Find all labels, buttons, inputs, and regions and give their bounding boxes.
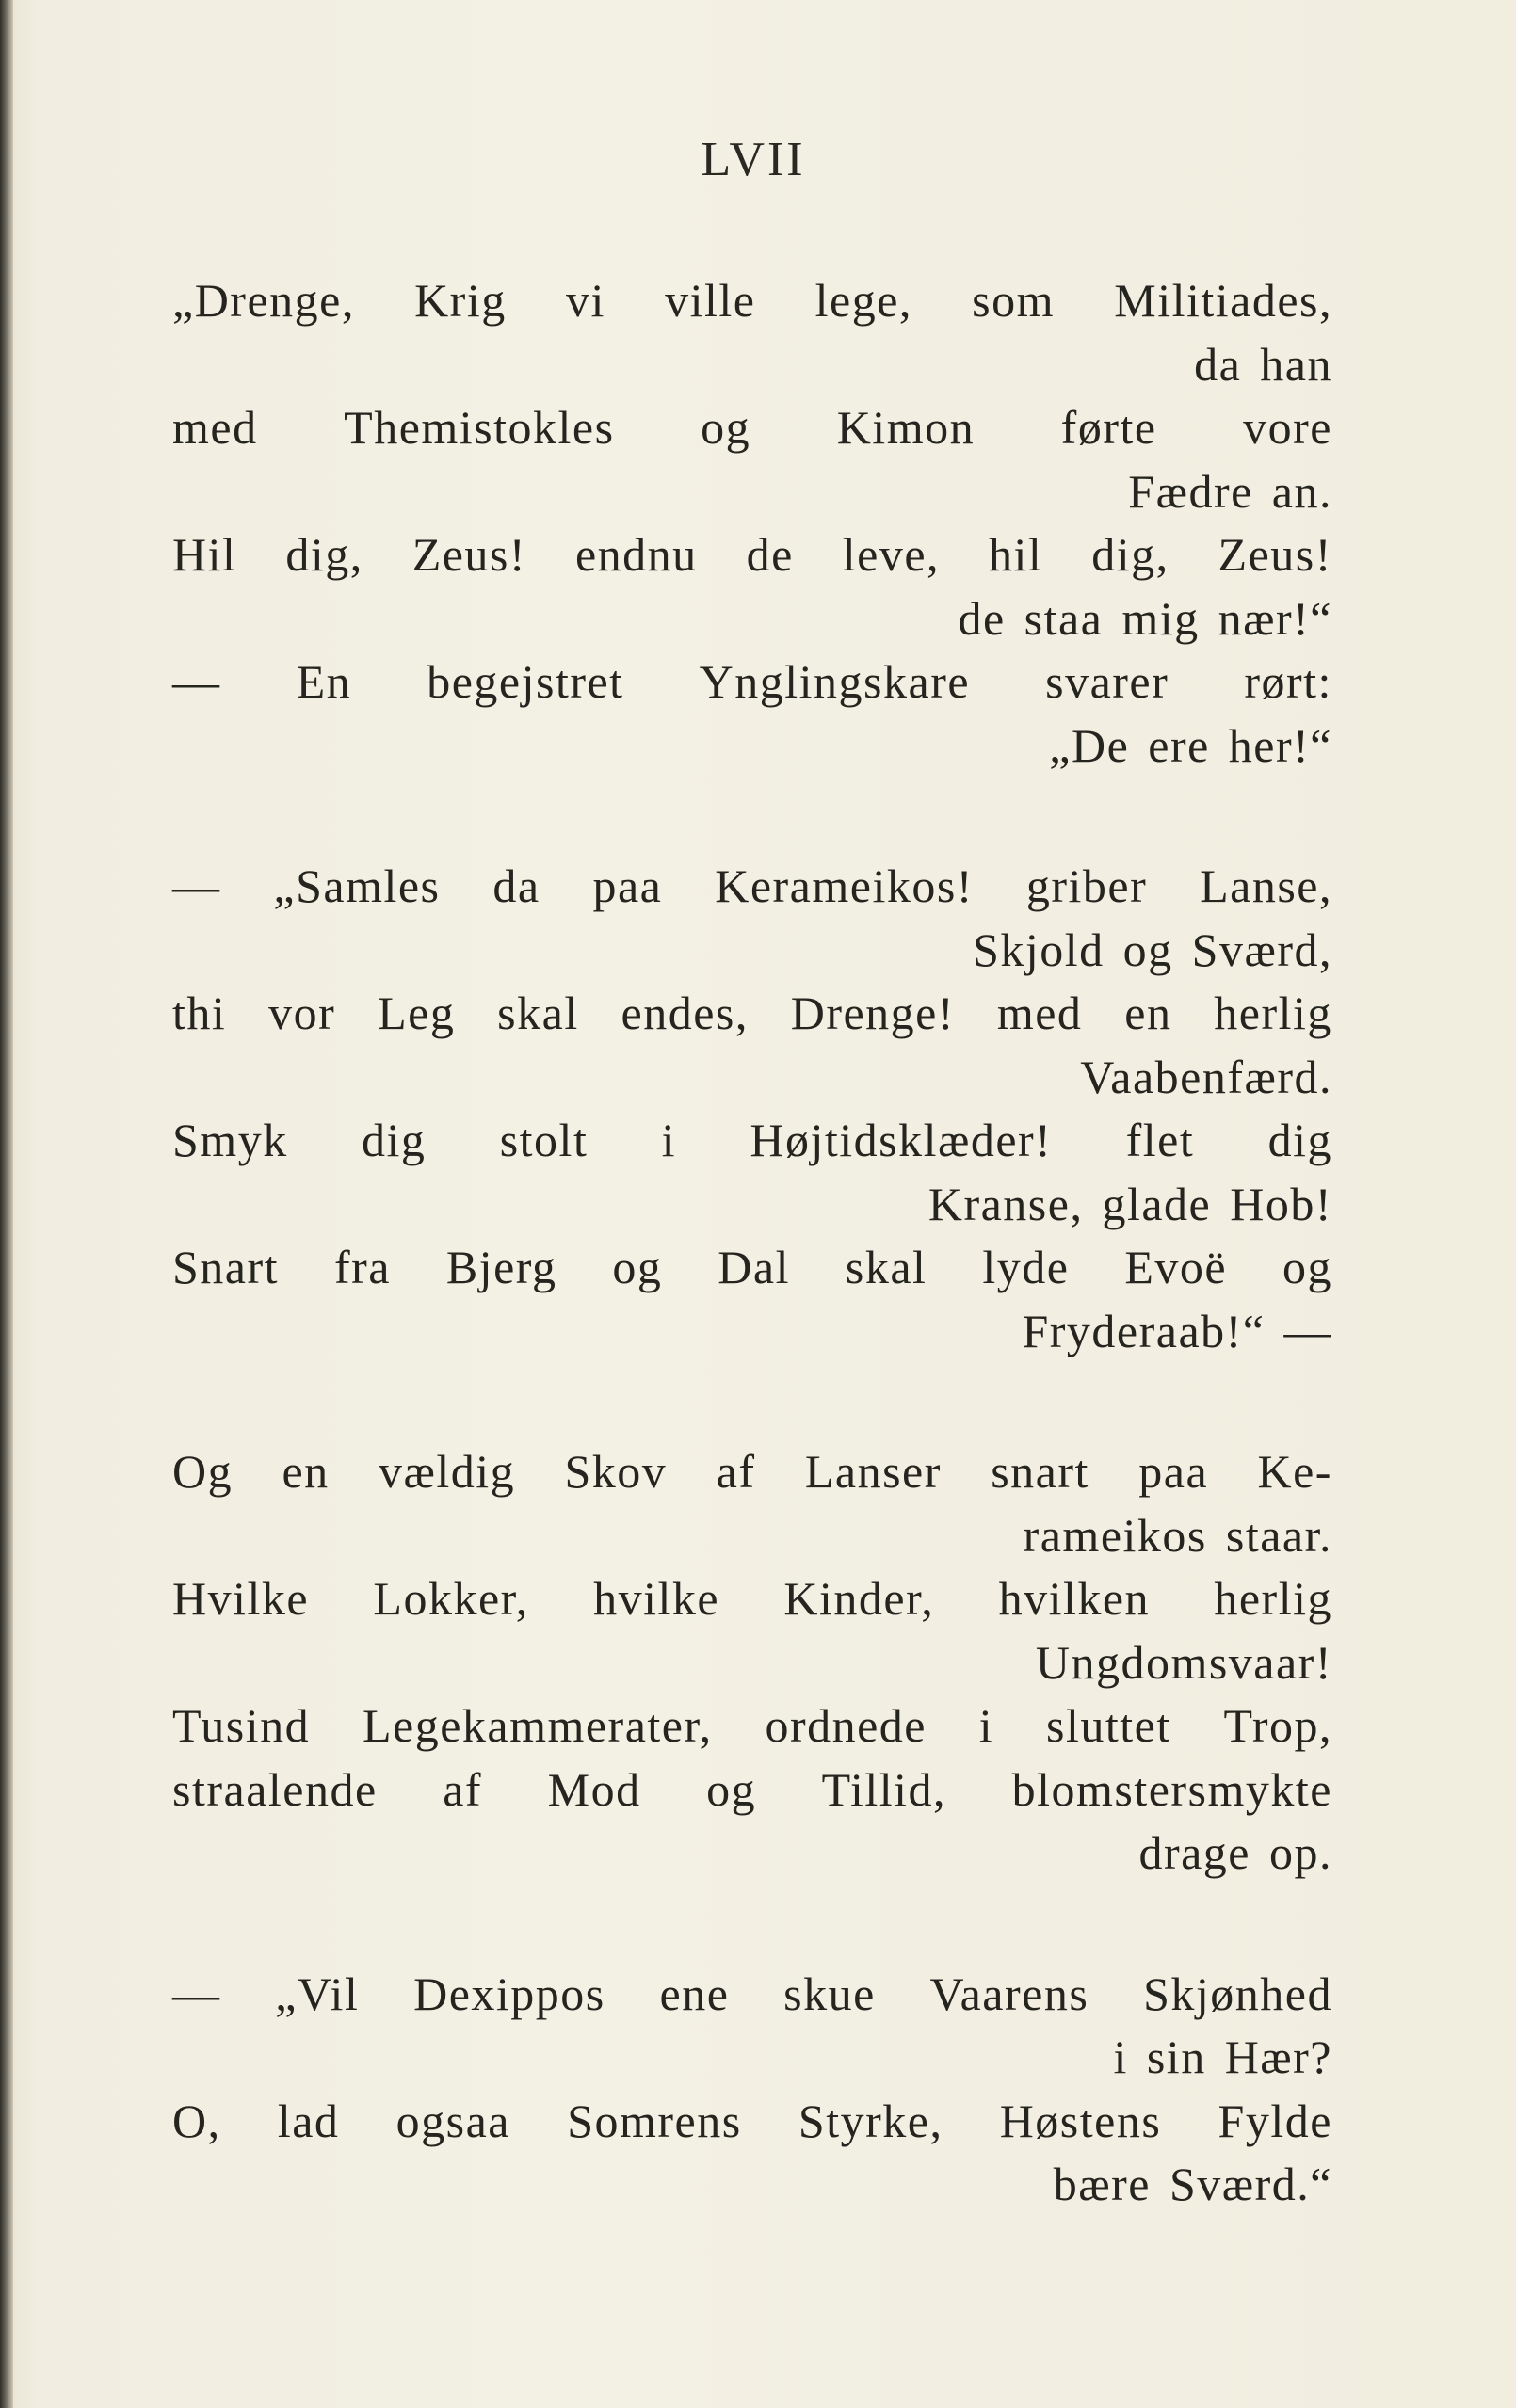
poem-word: ene [659, 1967, 730, 2020]
poem-word: skal [497, 987, 579, 1039]
poem-word: Leg [378, 987, 456, 1039]
poem-word: vældig [379, 1445, 516, 1498]
poem-stanza [172, 269, 1332, 778]
poem-word: Styrke, [798, 2094, 943, 2147]
poem-word: sluttet [1046, 1699, 1171, 1752]
poem-line-continuation: „De ere her!“ [1049, 718, 1332, 772]
poem-word: Ke- [1257, 1445, 1332, 1498]
poem-line [172, 523, 1332, 587]
poem-word: straalende [172, 1762, 378, 1816]
poem-word: og [612, 1241, 663, 1293]
poem-line [172, 1236, 1332, 1300]
poem-line-continuation: Ungdomsvaar! [1035, 1635, 1332, 1689]
poem-word: snart [991, 1445, 1089, 1498]
poem-line-continuation: Kranse, glade Hob! [927, 1177, 1332, 1230]
poem-word: Legekammerater, [362, 1699, 713, 1752]
poem-line [172, 396, 1332, 460]
poem-word: Dal [718, 1241, 790, 1293]
poem-word: endnu [574, 528, 698, 581]
poem-line-continuation: de staa mig nær!“ [958, 591, 1332, 645]
poem-word: Bjerg [445, 1241, 557, 1293]
poem-line [172, 650, 1332, 714]
poem-word: paa [592, 859, 663, 912]
poem-word: flet [1125, 1114, 1195, 1166]
poem-line [172, 1440, 1332, 1504]
poem-word: rørt: [1244, 655, 1332, 708]
book-spine-shadow [0, 0, 13, 2408]
page-header-roman-numeral: LVII [701, 133, 806, 186]
poem-word: Mod [547, 1762, 641, 1816]
poem-word: Vaarens [929, 1967, 1089, 2020]
poem-word: Dexippos [413, 1967, 605, 2020]
poem-word: Fylde [1218, 2094, 1332, 2147]
poem-word: som [972, 274, 1056, 327]
poem-word: Lokker, [373, 1572, 529, 1625]
poem-word: skal [845, 1241, 927, 1293]
poem-word: dig [362, 1114, 427, 1166]
poem-line-continuation: drage op. [1138, 1826, 1332, 1879]
poem-word: endes, [621, 987, 749, 1039]
poem-word: Lanser [804, 1445, 942, 1498]
poem-line [172, 1758, 1332, 1822]
poem-word: stolt [499, 1114, 589, 1166]
poem-word: vor [268, 987, 336, 1039]
poem-word: i [661, 1114, 677, 1166]
poem-word: O, [172, 2094, 221, 2147]
poem-word: — [172, 655, 221, 708]
poem-word: og [701, 401, 751, 454]
poem-word: leve, [842, 528, 941, 581]
poem-line-continuation: rameikos staar. [1023, 1508, 1332, 1562]
poem-line [172, 855, 1332, 919]
poem-line [172, 1109, 1332, 1173]
poem-word: Drenge! [790, 987, 956, 1039]
poem-word: lad [277, 2094, 340, 2147]
poem-word: lege, [814, 274, 912, 327]
poem-word: Hvilke [172, 1572, 310, 1625]
poem-word: Høstens [999, 2094, 1162, 2147]
poem-word: griber [1025, 859, 1148, 912]
poem-word: thi [172, 987, 227, 1039]
poem-word: ordnede [765, 1699, 927, 1752]
poem-word: Militiades, [1114, 274, 1332, 327]
poem-word: en [282, 1445, 330, 1498]
poem-word: Lanse, [1200, 859, 1332, 912]
poem-line [172, 1567, 1332, 1631]
poem-word: Somrens [567, 2094, 742, 2147]
poem-stanza [172, 1963, 1332, 2217]
poem-line-continuation: Fædre an. [1128, 464, 1332, 518]
poem-word: Smyk [172, 1114, 288, 1166]
poem-word: ville [665, 274, 756, 327]
poem-word: de [746, 528, 794, 581]
poem-word: paa [1138, 1445, 1209, 1498]
poem-word: skue [783, 1967, 876, 2020]
poem-word: Trop, [1223, 1699, 1332, 1752]
poem-word: af [716, 1445, 756, 1498]
poem-word: og [1282, 1241, 1332, 1293]
poem-word: — [172, 859, 221, 912]
poem-line [172, 1694, 1332, 1758]
poem-word: i [978, 1699, 994, 1752]
poem-body [172, 269, 1332, 2294]
poem-word: vore [1243, 401, 1332, 454]
poem-line-continuation: da han [1194, 337, 1332, 391]
poem-word: begejstret [427, 655, 624, 708]
poem-line-continuation: Fryderaab!“ — [1022, 1304, 1332, 1357]
poem-word: Hil [172, 528, 237, 581]
poem-word: En [296, 655, 352, 708]
poem-line [172, 1963, 1332, 2027]
poem-line [172, 2090, 1332, 2154]
poem-word: førte [1060, 401, 1157, 454]
poem-word: Kerameikos! [715, 859, 974, 912]
poem-word: Themistokles [344, 401, 615, 454]
poem-stanza [172, 1440, 1332, 1886]
poem-word: dig [1267, 1114, 1332, 1166]
poem-word: blomstersmykte [1011, 1762, 1332, 1816]
poem-word: Zeus! [411, 528, 527, 581]
poem-word: „Samles [273, 859, 441, 912]
poem-word: hil [988, 528, 1043, 581]
poem-word: Kinder, [783, 1572, 935, 1625]
poem-word: lyde [982, 1241, 1070, 1293]
poem-line-continuation: Vaabenfærd. [1080, 1050, 1332, 1103]
poem-word: Zeus! [1218, 528, 1332, 581]
poem-word: Krig [414, 274, 507, 327]
poem-word: af [443, 1762, 483, 1816]
poem-line [172, 269, 1332, 333]
poem-word: Kimon [836, 401, 976, 454]
poem-word: ogsaa [395, 2094, 510, 2147]
poem-word: Snart [172, 1241, 280, 1293]
poem-word: herlig [1214, 1572, 1332, 1625]
poem-line-continuation: i sin Hær? [1113, 2031, 1332, 2083]
poem-word: „Drenge, [172, 274, 355, 327]
poem-word: fra [333, 1241, 391, 1293]
poem-word: en [1124, 987, 1172, 1039]
poem-stanza [172, 855, 1332, 1363]
poem-word: og [706, 1762, 757, 1816]
poem-word: med [172, 401, 258, 454]
poem-word: med [996, 987, 1083, 1039]
poem-line-continuation: Skjold og Sværd, [973, 923, 1332, 976]
poem-line [172, 982, 1332, 1046]
poem-word: Og [172, 1445, 234, 1498]
poem-word: vi [565, 274, 605, 327]
poem-word: da [492, 859, 540, 912]
poem-word: Skov [564, 1445, 668, 1498]
poem-word: hvilken [998, 1572, 1151, 1625]
poem-word: Tusind [172, 1699, 311, 1752]
poem-word: Tillid, [821, 1762, 947, 1816]
poem-word: svarer [1045, 655, 1169, 708]
poem-word: herlig [1214, 987, 1332, 1039]
poem-word: Højtidsklæder! [750, 1114, 1053, 1166]
poem-word: dig, [1091, 528, 1169, 581]
poem-word: hvilke [593, 1572, 720, 1625]
poem-word: Evoë [1124, 1241, 1228, 1293]
poem-word: Ynglingskare [699, 655, 971, 708]
poem-line-continuation: bære Sværd.“ [1053, 2158, 1332, 2210]
poem-word: Skjønhed [1143, 1967, 1332, 2020]
poem-word: — [172, 1967, 221, 2020]
poem-word: „Vil [275, 1967, 360, 2020]
poem-word: dig, [285, 528, 363, 581]
